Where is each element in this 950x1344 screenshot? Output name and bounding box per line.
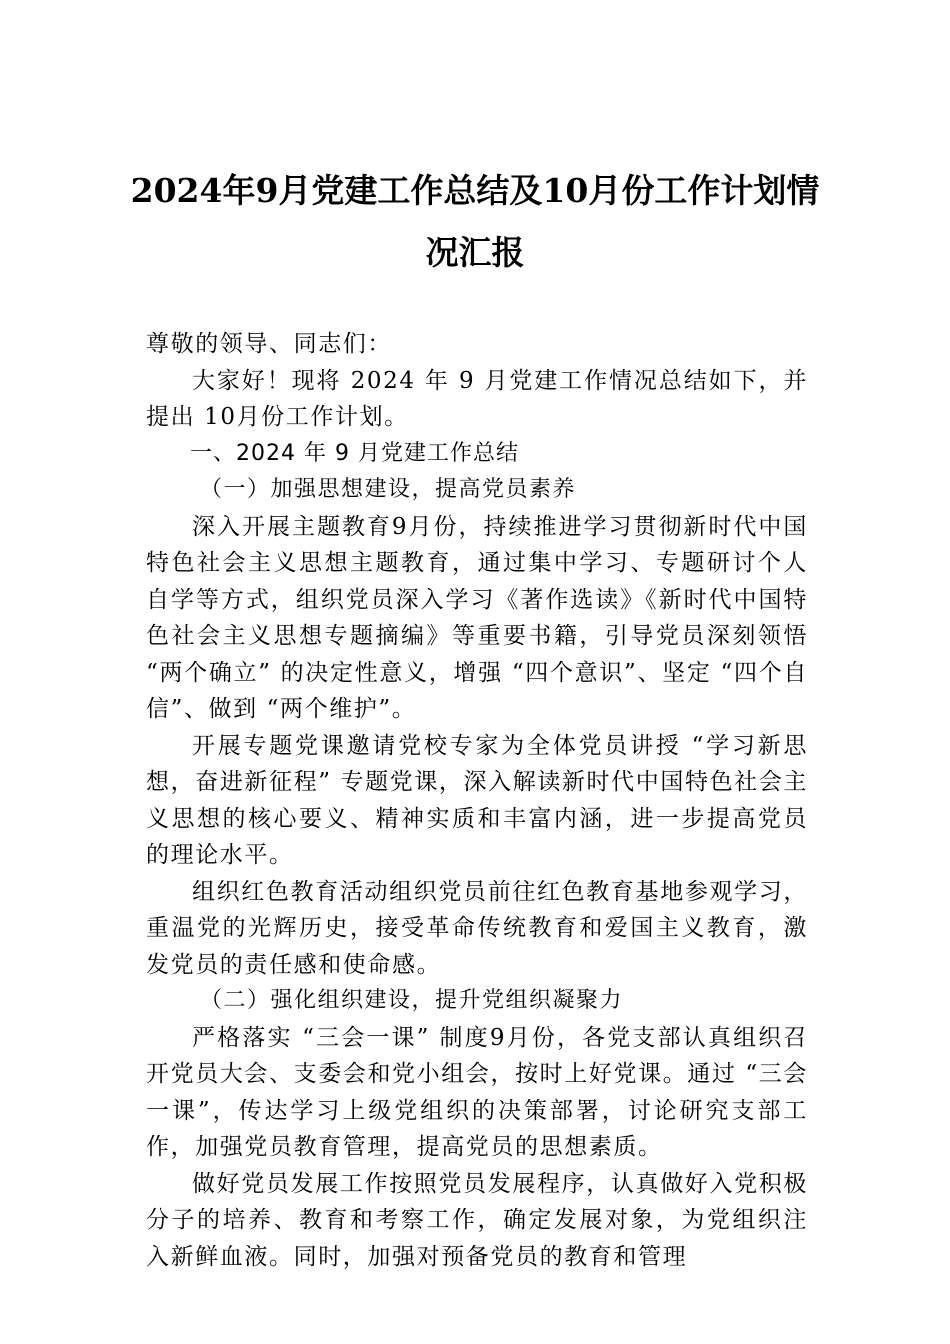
paragraph-theme-education: 深入开展主题教育9月份，持续推进学习贯彻新时代中国特色社会主义思想主题教育，通过集中学习、专题研讨个人自学等方式，组织党员深入学习《著作选读》《新时代中国特色社会主义思想专题摘编》等重要书籍，引导党员深刻领悟 “两个确立” 的决定性意义，增强 “四个意识”、坚定 “四个自信”、做到 “两个维护”。 xyxy=(146,513,808,722)
subsection-heading-1: （一）加强思想建设，提高党员素养 xyxy=(200,477,577,502)
intro-paragraph: 大家好！现将 2024 年 9 月党建工作情况总结如下，并提出 10月份工作计划。 xyxy=(146,367,808,430)
subsection-heading-2: （二）强化组织建设，提升党组织凝聚力 xyxy=(200,988,624,1013)
salutation: 尊敬的领导、同志们： xyxy=(146,331,392,357)
document-title: 2024年9月党建工作总结及10月份工作计划情况汇报 xyxy=(130,171,820,272)
section-heading-1: 一、2024 年 9 月党建工作总结 xyxy=(190,440,519,466)
document-body xyxy=(146,326,808,1275)
paragraph-party-lecture: 开展专题党课邀请党校专家为全体党员讲授 “学习新思想，奋进新征程” 专题党课，深入解读新时代中国特色社会主义思想的核心要义、精神实质和丰富内涵，进一步提高党员的理论水平。 xyxy=(146,732,808,868)
paragraph-member-development: 做好党员发展工作按照党员发展程序，认真做好入党积极分子的培养、教育和考察工作，确定发展对象，为党组织注入新鲜血液。同时，加强对预备党员的教育和管理 xyxy=(146,1170,808,1270)
paragraph-red-education: 组织红色教育活动组织党员前往红色教育基地参观学习，重温党的光辉历史，接受革命传统教育和爱国主义教育，激发党员的责任感和使命感。 xyxy=(146,878,808,978)
paragraph-three-meetings: 严格落实 “三会一课” 制度9月份，各党支部认真组织召开党员大会、支委会和党小组会，按时上好党课。通过 “三会一课”，传达学习上级党组织的决策部署，讨论研究支部工作，加强党员教育管理，提高党员的思想素质。 xyxy=(146,1024,808,1160)
